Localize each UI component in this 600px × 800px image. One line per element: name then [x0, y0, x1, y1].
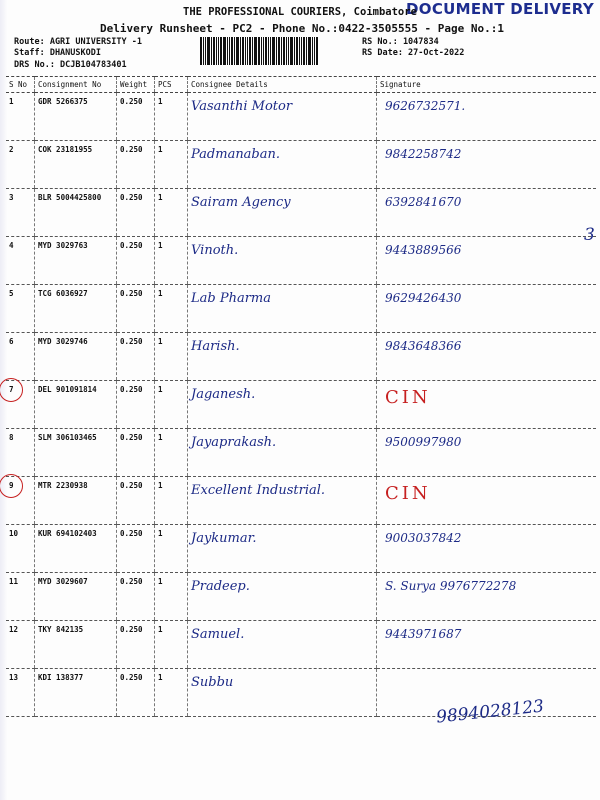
red-circle-mark: [0, 378, 23, 402]
table-row: [6, 141, 596, 189]
row-consignment: TKY 842135: [35, 621, 117, 669]
row-sno: [6, 189, 35, 237]
red-circle-mark: [0, 474, 23, 498]
row-consignment: SLM 306103465: [35, 429, 117, 477]
row-weight: 0.250: [117, 429, 155, 477]
row-consignee: Vinoth.: [188, 237, 377, 285]
row-weight: 0.250: [117, 525, 155, 573]
row-consignment: TCG 6036927: [35, 285, 117, 333]
row-consignment: KUR 694102403: [35, 525, 117, 573]
row-consignment: KDI 138377: [35, 669, 117, 717]
row-sno-text: 13: [9, 673, 19, 682]
row-consignee: Jayaprakash.: [188, 429, 377, 477]
row-pcs: 1: [155, 285, 188, 333]
row-signature: [377, 525, 597, 573]
row-signature: [377, 429, 597, 477]
runsheet-title: Delivery Runsheet - PC2 - Phone No.:0422-3505555 - Page No.:1: [100, 22, 504, 35]
row-signature: [377, 381, 597, 429]
row-consignee: Jaykumar.: [188, 525, 377, 573]
signature-handwriting: S. Surya 9976772278: [385, 579, 517, 593]
footer-note: 9894028123: [435, 696, 545, 728]
row-weight: 0.250: [117, 189, 155, 237]
row-weight: 0.250: [117, 381, 155, 429]
row-consignment: MTR 2230938: [35, 477, 117, 525]
signature-handwriting: CIN: [385, 483, 431, 504]
runsheet-table: [6, 76, 596, 717]
signature-handwriting: 9629426430: [385, 291, 462, 305]
row-sno-text: 5: [9, 289, 14, 298]
table-row: [6, 381, 596, 429]
signature-handwriting: 9443971687: [385, 627, 462, 641]
row-sno-text: 7: [9, 385, 14, 394]
signature-handwriting: 9443889566: [385, 243, 462, 257]
signature-handwriting: 9843648366: [385, 339, 462, 353]
row-consignee: Padmanaban.: [188, 141, 377, 189]
table-header-row: [6, 77, 596, 93]
row-sno: [6, 477, 35, 525]
col-consignment: Consignment No: [35, 77, 117, 93]
table-row: [6, 477, 596, 525]
row-sno: [6, 285, 35, 333]
row-sno-text: 3: [9, 193, 14, 202]
row-pcs: 1: [155, 189, 188, 237]
signature-handwriting: 9626732571.: [385, 99, 466, 113]
row-weight: 0.250: [117, 573, 155, 621]
row-pcs: 1: [155, 141, 188, 189]
col-signature: Signature: [377, 77, 597, 93]
row-signature: [377, 285, 597, 333]
row-pcs: 1: [155, 93, 188, 141]
document-delivery-stamp: DOCUMENT DELIVERY: [406, 0, 594, 18]
row-consignee: Samuel.: [188, 621, 377, 669]
route-label: Route: AGRI UNIVERSITY -1: [14, 37, 142, 47]
row-sno-text: 10: [9, 529, 19, 538]
row-sno-text: 8: [9, 433, 14, 442]
row-consignee: Lab Pharma: [188, 285, 377, 333]
rs-date: RS Date: 27-Oct-2022: [362, 48, 465, 58]
row-pcs: 1: [155, 237, 188, 285]
row-signature: [377, 141, 597, 189]
row-sno: [6, 333, 35, 381]
table-row: [6, 189, 596, 237]
row-signature: [377, 333, 597, 381]
row-consignee: Excellent Industrial.: [188, 477, 377, 525]
row-sno: [6, 573, 35, 621]
row-weight: 0.250: [117, 477, 155, 525]
row-sno-text: 2: [9, 145, 14, 154]
signature-handwriting: 9842258742: [385, 147, 462, 161]
row-weight: 0.250: [117, 669, 155, 717]
signature-handwriting: CIN: [385, 387, 431, 408]
table-row: [6, 525, 596, 573]
row-consignee: Harish.: [188, 333, 377, 381]
row-consignment: GDR 5266375: [35, 93, 117, 141]
row-consignment: MYD 3029763: [35, 237, 117, 285]
row-sno-text: 4: [9, 241, 14, 250]
row-weight: 0.250: [117, 141, 155, 189]
row-consignment: MYD 3029607: [35, 573, 117, 621]
row-sno: [6, 141, 35, 189]
signature-handwriting: 6392841670: [385, 195, 462, 209]
signature-handwriting: 9003037842: [385, 531, 462, 545]
row-weight: 0.250: [117, 237, 155, 285]
row-consignee: Vasanthi Motor: [188, 93, 377, 141]
col-weight: Weight: [117, 77, 155, 93]
row-signature: [377, 189, 597, 237]
row-pcs: 1: [155, 669, 188, 717]
row-weight: 0.250: [117, 285, 155, 333]
row-pcs: 1: [155, 429, 188, 477]
table-row: [6, 429, 596, 477]
company-name: THE PROFESSIONAL COURIERS, Coimbatore: [183, 6, 417, 18]
row-consignment: BLR 5004425800: [35, 189, 117, 237]
row-pcs: 1: [155, 381, 188, 429]
row-weight: 0.250: [117, 621, 155, 669]
row-consignment: DEL 901091814: [35, 381, 117, 429]
table-row: [6, 621, 596, 669]
row-sno-text: 9: [9, 481, 14, 490]
row-weight: 0.250: [117, 333, 155, 381]
row-sno: [6, 669, 35, 717]
row-sno: [6, 93, 35, 141]
table-row: [6, 237, 596, 285]
table-row: [6, 333, 596, 381]
row-weight: 0.250: [117, 93, 155, 141]
row-sno-text: 1: [9, 97, 14, 106]
col-consignee: Consignee Details: [188, 77, 377, 93]
staff-label: Staff: DHANUSKODI: [14, 48, 101, 58]
row-pcs: 1: [155, 573, 188, 621]
row-sno: [6, 237, 35, 285]
row-consignee: Jaganesh.: [188, 381, 377, 429]
row-signature: [377, 573, 597, 621]
row-signature: [377, 477, 597, 525]
row-sno: [6, 525, 35, 573]
row-sno-text: 6: [9, 337, 14, 346]
row-sno: [6, 621, 35, 669]
row-signature: [377, 237, 597, 285]
row-sno-text: 12: [9, 625, 19, 634]
signature-handwriting: 9500997980: [385, 435, 462, 449]
drs-label: DRS No.: DCJB104783401: [14, 60, 127, 70]
row-signature: [377, 621, 597, 669]
row-pcs: 1: [155, 621, 188, 669]
row-consignment: COK 23181955: [35, 141, 117, 189]
row-consignee: Sairam Agency: [188, 189, 377, 237]
col-sno: S No: [6, 77, 35, 93]
barcode: [200, 37, 350, 65]
row-sno-text: 11: [9, 577, 19, 586]
row-sno: [6, 429, 35, 477]
row-pcs: 1: [155, 477, 188, 525]
row-consignee: Pradeep.: [188, 573, 377, 621]
page-note: 3: [584, 225, 595, 245]
row-pcs: 1: [155, 333, 188, 381]
table-row: [6, 573, 596, 621]
table-row: [6, 93, 596, 141]
row-sno: [6, 381, 35, 429]
row-consignment: MYD 3029746: [35, 333, 117, 381]
row-pcs: 1: [155, 525, 188, 573]
row-consignee: Subbu: [188, 669, 377, 717]
table-row: [6, 285, 596, 333]
col-pcs: PCS: [155, 77, 188, 93]
row-signature: [377, 93, 597, 141]
rs-number: RS No.: 1047834: [362, 37, 439, 47]
